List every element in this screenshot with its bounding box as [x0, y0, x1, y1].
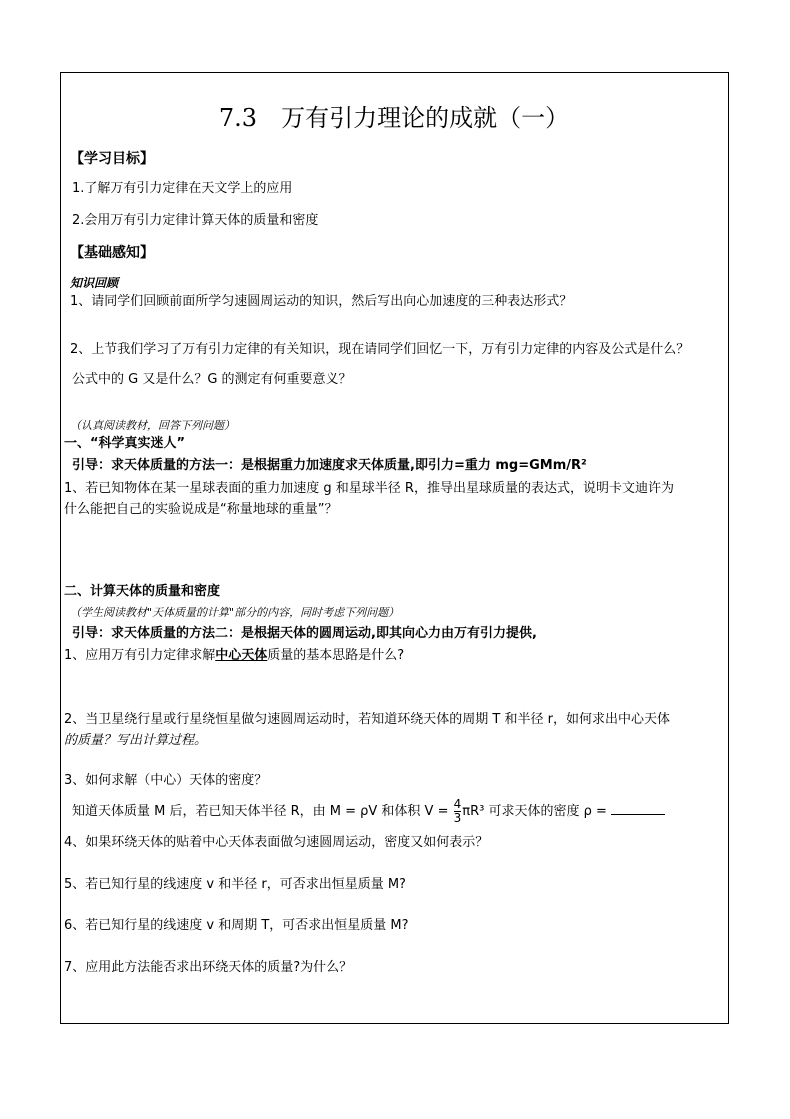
q1-post: 质量的基本思路是什么? — [267, 648, 405, 663]
fraction — [454, 798, 462, 825]
density-line — [72, 797, 665, 827]
part1-question-cont: 什么能把自己的实验说成是“称量地球的重量”？ — [64, 502, 338, 517]
numerator: 4 — [453, 797, 462, 811]
review-question: 1、请同学们回顾前面所学匀速圆周运动的知识，然后写出向心加速度的三种表达形式？ — [70, 294, 573, 309]
part1-question: 1、若已知物体在某一星球表面的重力加速度 g 和星球半径 R，推导出星球质量的表达式，说明卡文迪许为 — [64, 481, 674, 496]
part2-question-5: 5、若已知行星的线速度 v 和半径 r，可否求出恒星质量 M? — [64, 877, 406, 892]
part2-question-2: 2、当卫星绕行星或行星绕恒星做匀速圆周运动时，若知道环绕天体的周期 T 和半径 r，如何求出中心天体 — [64, 712, 670, 727]
part1-note: （认真阅读教材，回答下列问题） — [70, 419, 235, 432]
part2-question-2-cont: 的质量？写出计算过程。 — [64, 733, 208, 748]
review-label: 知识回顾 — [70, 276, 119, 290]
review-question-cont: 公式中的 G 又是什么？G 的测定有何重要意义？ — [72, 372, 352, 387]
part2-note: （学生阅读教材"天体质量的计算"部分的内容，同时考虑下列问题） — [70, 606, 400, 619]
review-question: 2、上节我们学习了万有引力定律的有关知识，现在请同学们回忆一下，万有引力定律的内容及公式是什么？ — [70, 342, 690, 357]
objective-item: 2.会用万有引力定律计算天体的质量和密度 — [72, 213, 319, 228]
denominator: 3 — [453, 811, 462, 825]
page-title: 7.3 万有引力理论的成就（一） — [218, 104, 570, 132]
part2-heading: 二、计算天体的质量和密度 — [64, 584, 221, 599]
part2-guide: 引导：求天体质量的方法二：是根据天体的圆周运动,即其向心力由万有引力提供, — [72, 626, 537, 641]
answer-blank[interactable] — [611, 802, 665, 815]
density-pre: 知道天体质量 M 后，若已知天体半径 R，由 M = ρV 和体积 V = — [72, 804, 453, 819]
q1-pre: 1、应用万有引力定律求解 — [64, 648, 216, 663]
basics-heading: 【基础感知】 — [70, 245, 154, 261]
objective-item: 1.了解万有引力定律在天文学上的应用 — [72, 181, 293, 196]
part2-question-7: 7、应用此方法能否求出环绕天体的质量?为什么？ — [64, 960, 353, 975]
part2-question-3: 3、如何求解（中心）天体的密度？ — [64, 773, 268, 788]
part2-question-1 — [64, 647, 404, 665]
part1-heading: 一、“科学真实迷人” — [64, 436, 186, 451]
q1-underlined: 中心天体 — [215, 648, 268, 663]
part2-question-4: 4、如果环绕天体的贴着中心天体表面做匀速圆周运动，密度又如何表示？ — [64, 835, 489, 850]
part1-guide: 引导：求天体质量的方法一：是根据重力加速度求天体质量,即引力=重力 mg=GMm/R² — [72, 458, 587, 473]
density-post: πR³ 可求天体的密度 ρ = — [462, 804, 612, 819]
objectives-heading: 【学习目标】 — [70, 151, 154, 167]
part2-question-6: 6、若已知行星的线速度 v 和周期 T，可否求出恒星质量 M? — [64, 918, 409, 933]
